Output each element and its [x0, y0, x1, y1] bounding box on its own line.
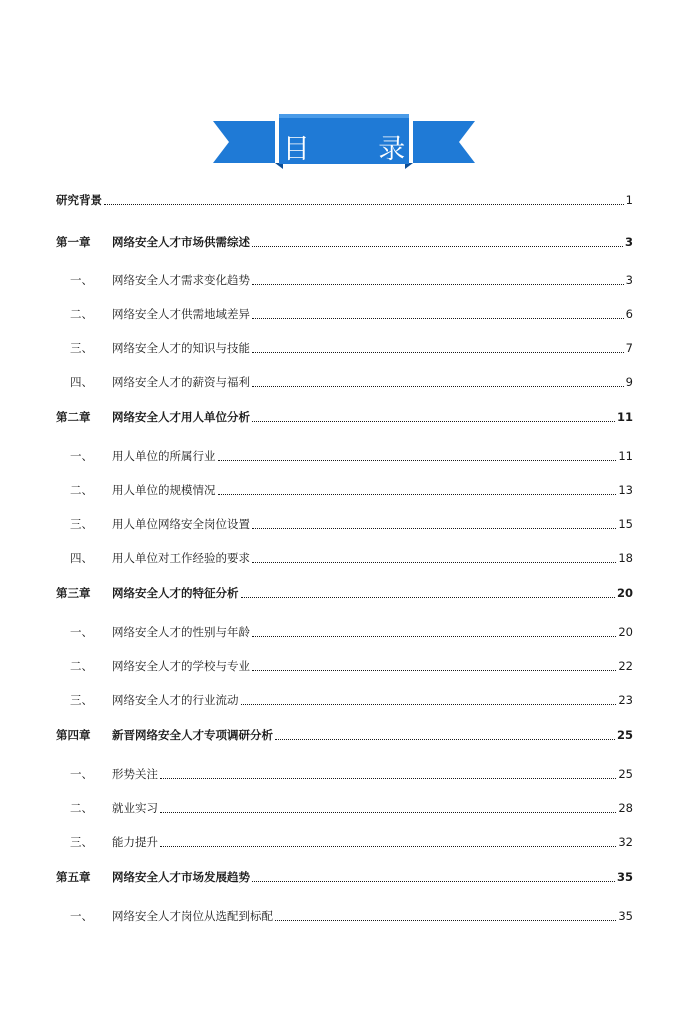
toc-section-entry[interactable] [56, 834, 633, 850]
toc-page-number: 9 [625, 375, 633, 389]
toc-section-entry[interactable] [56, 692, 633, 708]
toc-section-entry[interactable] [56, 800, 633, 816]
toc-entry-title: 网络安全人才市场供需综述 [112, 235, 250, 249]
toc-page-number: 18 [618, 551, 633, 565]
page-title: 目 录 [282, 134, 436, 165]
toc-page-number: 11 [618, 449, 633, 463]
toc-page-number: 6 [625, 307, 633, 321]
toc-entry-title: 用人单位的所属行业 [112, 449, 216, 463]
toc-entry-title: 网络安全人才的知识与技能 [112, 341, 250, 355]
toc-dot-leader [252, 880, 615, 882]
toc-dot-leader [241, 596, 615, 598]
toc-entry-title: 网络安全人才用人单位分析 [112, 410, 250, 424]
toc-dot-leader [104, 203, 624, 205]
toc-page-number: 28 [618, 801, 633, 815]
toc-page-number: 3 [625, 273, 633, 287]
toc-entry-title: 网络安全人才需求变化趋势 [112, 273, 250, 287]
toc-dot-leader [252, 245, 623, 247]
toc-page-number: 11 [616, 410, 633, 424]
toc-section-entry[interactable] [56, 482, 633, 498]
toc-entry-title: 网络安全人才的薪资与福利 [112, 375, 250, 389]
toc-entry-title: 网络安全人才供需地域差异 [112, 307, 250, 321]
toc-page-number: 25 [616, 728, 633, 742]
toc-entry-title: 能力提升 [112, 835, 158, 849]
toc-entry-title: 形势关注 [112, 767, 158, 781]
toc-section-entry[interactable] [56, 306, 633, 322]
toc-dot-leader [275, 919, 616, 921]
toc-section-entry[interactable] [56, 448, 633, 464]
toc-entry-number: 一、 [70, 909, 93, 923]
toc-section-entry[interactable] [56, 766, 633, 782]
toc-dot-leader [160, 845, 616, 847]
toc-page-number: 23 [618, 693, 633, 707]
toc-entry-number: 四、 [70, 375, 93, 389]
toc-entry-number: 四、 [70, 551, 93, 565]
toc-page-number: 1 [625, 193, 633, 207]
toc-entry-title: 网络安全人才岗位从选配到标配 [112, 909, 273, 923]
toc-section-entry[interactable] [56, 908, 633, 924]
toc-page-number: 35 [616, 870, 633, 884]
toc-chapter-entry[interactable] [56, 234, 633, 250]
toc-entry[interactable] [56, 192, 633, 208]
toc-entry-number: 三、 [70, 835, 93, 849]
toc-section-entry[interactable] [56, 374, 633, 390]
toc-dot-leader [252, 635, 616, 637]
toc-entry-title: 网络安全人才市场发展趋势 [112, 870, 250, 884]
toc-page-number: 7 [625, 341, 633, 355]
toc-entry-title: 用人单位对工作经验的要求 [112, 551, 250, 565]
toc-entry-number: 一、 [70, 767, 93, 781]
toc-dot-leader [252, 317, 624, 319]
toc-entry-number: 三、 [70, 693, 93, 707]
toc-section-entry[interactable] [56, 624, 633, 640]
toc-entry-title: 网络安全人才的性别与年龄 [112, 625, 250, 639]
toc-section-entry[interactable] [56, 272, 633, 288]
toc-entry-number: 一、 [70, 273, 93, 287]
toc-dot-leader [252, 351, 624, 353]
toc-dot-leader [160, 777, 616, 779]
toc-entry-title: 网络安全人才的特征分析 [112, 586, 239, 600]
toc-chapter-entry[interactable] [56, 869, 633, 885]
toc-entry-title: 就业实习 [112, 801, 158, 815]
toc-entry-title: 网络安全人才的行业流动 [112, 693, 239, 707]
toc-dot-leader [218, 459, 617, 461]
toc-page-number: 25 [618, 767, 633, 781]
toc-dot-leader [252, 561, 616, 563]
toc-entry-number: 第三章 [56, 586, 91, 600]
toc-dot-leader [275, 738, 615, 740]
toc-page-number: 32 [618, 835, 633, 849]
toc-entry-number: 三、 [70, 341, 93, 355]
toc-entry-number: 二、 [70, 483, 93, 497]
toc-entry-number: 一、 [70, 625, 93, 639]
toc-entry-title: 新晋网络安全人才专项调研分析 [112, 728, 273, 742]
toc-page-number: 20 [618, 625, 633, 639]
toc-page-number: 15 [618, 517, 633, 531]
toc-dot-leader [252, 527, 616, 529]
toc-page-number: 13 [618, 483, 633, 497]
toc-entry-title: 研究背景 [56, 193, 102, 207]
toc-entry-title: 用人单位网络安全岗位设置 [112, 517, 250, 531]
toc-page-number: 35 [618, 909, 633, 923]
toc-entry-number: 三、 [70, 517, 93, 531]
toc-entry-number: 一、 [70, 449, 93, 463]
toc-entry-number: 第二章 [56, 410, 91, 424]
toc-entry-number: 二、 [70, 801, 93, 815]
toc-page-number: 3 [624, 235, 633, 249]
toc-dot-leader [252, 385, 624, 387]
toc-section-entry[interactable] [56, 340, 633, 356]
toc-dot-leader [218, 493, 617, 495]
toc-page-number: 22 [618, 659, 633, 673]
toc-entry-number: 第一章 [56, 235, 91, 249]
toc-entry-number: 二、 [70, 307, 93, 321]
toc-chapter-entry[interactable] [56, 409, 633, 425]
toc-dot-leader [252, 283, 624, 285]
toc-section-entry[interactable] [56, 516, 633, 532]
toc-entry-title: 用人单位的规模情况 [112, 483, 216, 497]
toc-entry-title: 网络安全人才的学校与专业 [112, 659, 250, 673]
toc-chapter-entry[interactable] [56, 585, 633, 601]
toc-page-number: 20 [616, 586, 633, 600]
toc-entry-number: 二、 [70, 659, 93, 673]
toc-dot-leader [241, 703, 617, 705]
toc-section-entry[interactable] [56, 658, 633, 674]
toc-dot-leader [160, 811, 616, 813]
toc-chapter-entry[interactable] [56, 727, 633, 743]
toc-entry-number: 第四章 [56, 728, 91, 742]
toc-section-entry[interactable] [56, 550, 633, 566]
toc-dot-leader [252, 669, 616, 671]
toc-dot-leader [252, 420, 615, 422]
toc-entry-number: 第五章 [56, 870, 91, 884]
